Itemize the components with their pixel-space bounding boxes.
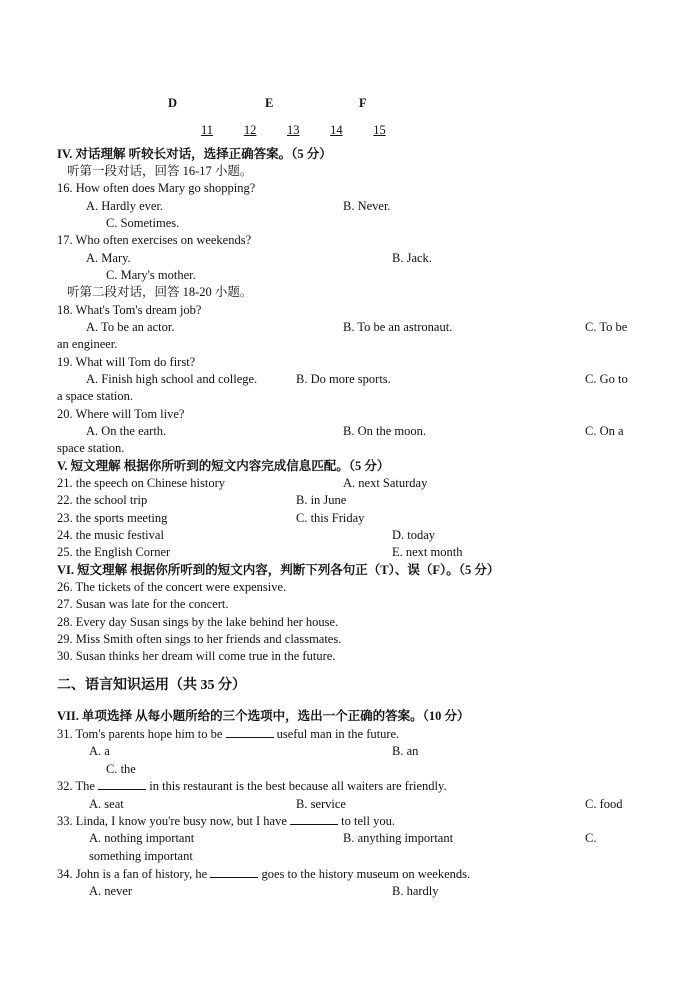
question-32-option-a[interactable]: A. seat — [89, 797, 124, 811]
question-31-option-a[interactable]: A. a — [89, 744, 110, 758]
question-16-option-c[interactable]: C. Sometimes. — [106, 216, 180, 230]
question-16-option-b[interactable]: B. Never. — [343, 199, 391, 213]
match-item-21: 21. the speech on Chinese history — [57, 476, 226, 490]
question-19-option-b[interactable]: B. Do more sports. — [296, 372, 391, 386]
question-18-stem: 18. What's Tom's dream job? — [57, 303, 202, 317]
answer-blank-13[interactable]: 13 — [287, 123, 300, 137]
question-20-stem: 20. Where will Tom live? — [57, 407, 185, 421]
question-31-stem-start: 31. Tom's parents hope him to be — [57, 727, 223, 741]
judge-item-26: 26. The tickets of the concert were expensive. — [57, 580, 287, 594]
section-v-title: V. 短文理解 根据你所听到的短文内容完成信息匹配。（5 分） — [57, 459, 390, 473]
question-17-option-b[interactable]: B. Jack. — [392, 251, 432, 265]
question-34-option-b[interactable]: B. hardly — [392, 884, 439, 898]
question-32-stem-start: 32. The — [57, 779, 95, 793]
question-31-stem-end: useful man in the future. — [276, 727, 400, 741]
judge-item-27: 27. Susan was late for the concert. — [57, 597, 229, 611]
question-33-stem-start: 33. Linda, I know you're busy now, but I have — [57, 814, 287, 828]
match-option-d: D. today — [392, 528, 436, 542]
judge-item-30: 30. Susan thinks her dream will come true in the future. — [57, 649, 336, 663]
question-20-option-a[interactable]: A. On the earth. — [86, 424, 167, 438]
question-32-blank[interactable] — [98, 778, 146, 790]
question-33-option-a[interactable]: A. nothing important — [89, 831, 195, 845]
question-34-stem-end: goes to the history museum on weekends. — [261, 867, 471, 881]
question-18-option-b[interactable]: B. To be an astronaut. — [343, 320, 453, 334]
question-19-option-c[interactable]: C. Go to — [585, 372, 628, 386]
question-31-stem — [57, 726, 399, 742]
question-32-stem — [57, 778, 447, 794]
section-vi-title: VI. 短文理解 根据你所听到的短文内容，判断下列各句正（T）、误（F）。（5 分） — [57, 563, 500, 577]
question-20-option-b[interactable]: B. On the moon. — [343, 424, 426, 438]
question-18-option-a[interactable]: A. To be an actor. — [86, 320, 175, 334]
judge-item-28: 28. Every day Susan sings by the lake behind her house. — [57, 615, 339, 629]
question-20-option-c[interactable]: C. On a — [585, 424, 624, 438]
picture-label-d: D — [168, 96, 178, 110]
section-vii-title: VII. 单项选择 从每小题所给的三个选项中，选出一个正确的答案。（10 分） — [57, 709, 470, 723]
section-iv-title: IV. 对话理解 听较长对话，选择正确答案。（5 分） — [57, 147, 332, 161]
part-2-title: 二、语言知识运用（共 35 分） — [57, 678, 246, 693]
answer-blank-11[interactable]: 11 — [200, 123, 214, 137]
answer-blank-15[interactable]: 15 — [373, 123, 386, 137]
question-31-option-b[interactable]: B. an — [392, 744, 419, 758]
question-33-option-b[interactable]: B. anything important — [343, 831, 454, 845]
question-17-stem: 17. Who often exercises on weekends? — [57, 233, 252, 247]
answer-blank-14[interactable]: 14 — [330, 123, 343, 137]
question-32-option-c[interactable]: C. food — [585, 797, 623, 811]
match-item-24: 24. the music festival — [57, 528, 164, 542]
question-31-option-c[interactable]: C. the — [106, 762, 136, 776]
answer-blanks-row — [190, 122, 397, 138]
question-32-stem-end: in this restaurant is the best because all waiters are friendly. — [149, 779, 447, 793]
question-34-stem — [57, 866, 470, 882]
question-17-option-a[interactable]: A. Mary. — [86, 251, 131, 265]
match-option-c: C. this Friday — [296, 511, 365, 525]
picture-label-f: F — [359, 96, 367, 110]
picture-label-e: E — [265, 96, 274, 110]
question-19-option-a[interactable]: A. Finish high school and college. — [86, 372, 258, 386]
question-34-stem-start: 34. John is a fan of history, he — [57, 867, 208, 881]
match-item-22: 22. the school trip — [57, 493, 148, 507]
judge-item-29: 29. Miss Smith often sings to her friends and classmates. — [57, 632, 342, 646]
match-option-a: A. next Saturday — [343, 476, 428, 490]
match-item-25: 25. the English Corner — [57, 545, 171, 559]
question-16-option-a[interactable]: A. Hardly ever. — [86, 199, 164, 213]
question-33-stem — [57, 813, 395, 829]
question-33-option-c[interactable]: C. — [585, 831, 597, 845]
question-31-blank[interactable] — [226, 726, 274, 738]
question-20-option-c-cont: space station. — [57, 441, 125, 455]
question-19-option-c-cont: a space station. — [57, 389, 134, 403]
match-option-e: E. next month — [392, 545, 463, 559]
question-19-stem: 19. What will Tom do first? — [57, 355, 196, 369]
match-option-b: B. in June — [296, 493, 347, 507]
question-33-blank[interactable] — [290, 813, 338, 825]
question-18-option-c-cont: an engineer. — [57, 337, 118, 351]
question-33-option-c-cont: something important — [89, 849, 193, 863]
question-17-option-c[interactable]: C. Mary's mother. — [106, 268, 196, 282]
section-iv-note-2: 听第二段对话，回答 18-20 小题。 — [67, 285, 253, 299]
match-item-23: 23. the sports meeting — [57, 511, 168, 525]
section-iv-note-1: 听第一段对话，回答 16-17 小题。 — [67, 164, 253, 178]
question-32-option-b[interactable]: B. service — [296, 797, 346, 811]
question-34-option-a[interactable]: A. never — [89, 884, 133, 898]
question-16-stem: 16. How often does Mary go shopping? — [57, 181, 256, 195]
question-18-option-c[interactable]: C. To be — [585, 320, 628, 334]
answer-blank-12[interactable]: 12 — [243, 123, 257, 137]
question-33-stem-end: to tell you. — [341, 814, 395, 828]
question-34-blank[interactable] — [210, 866, 258, 878]
